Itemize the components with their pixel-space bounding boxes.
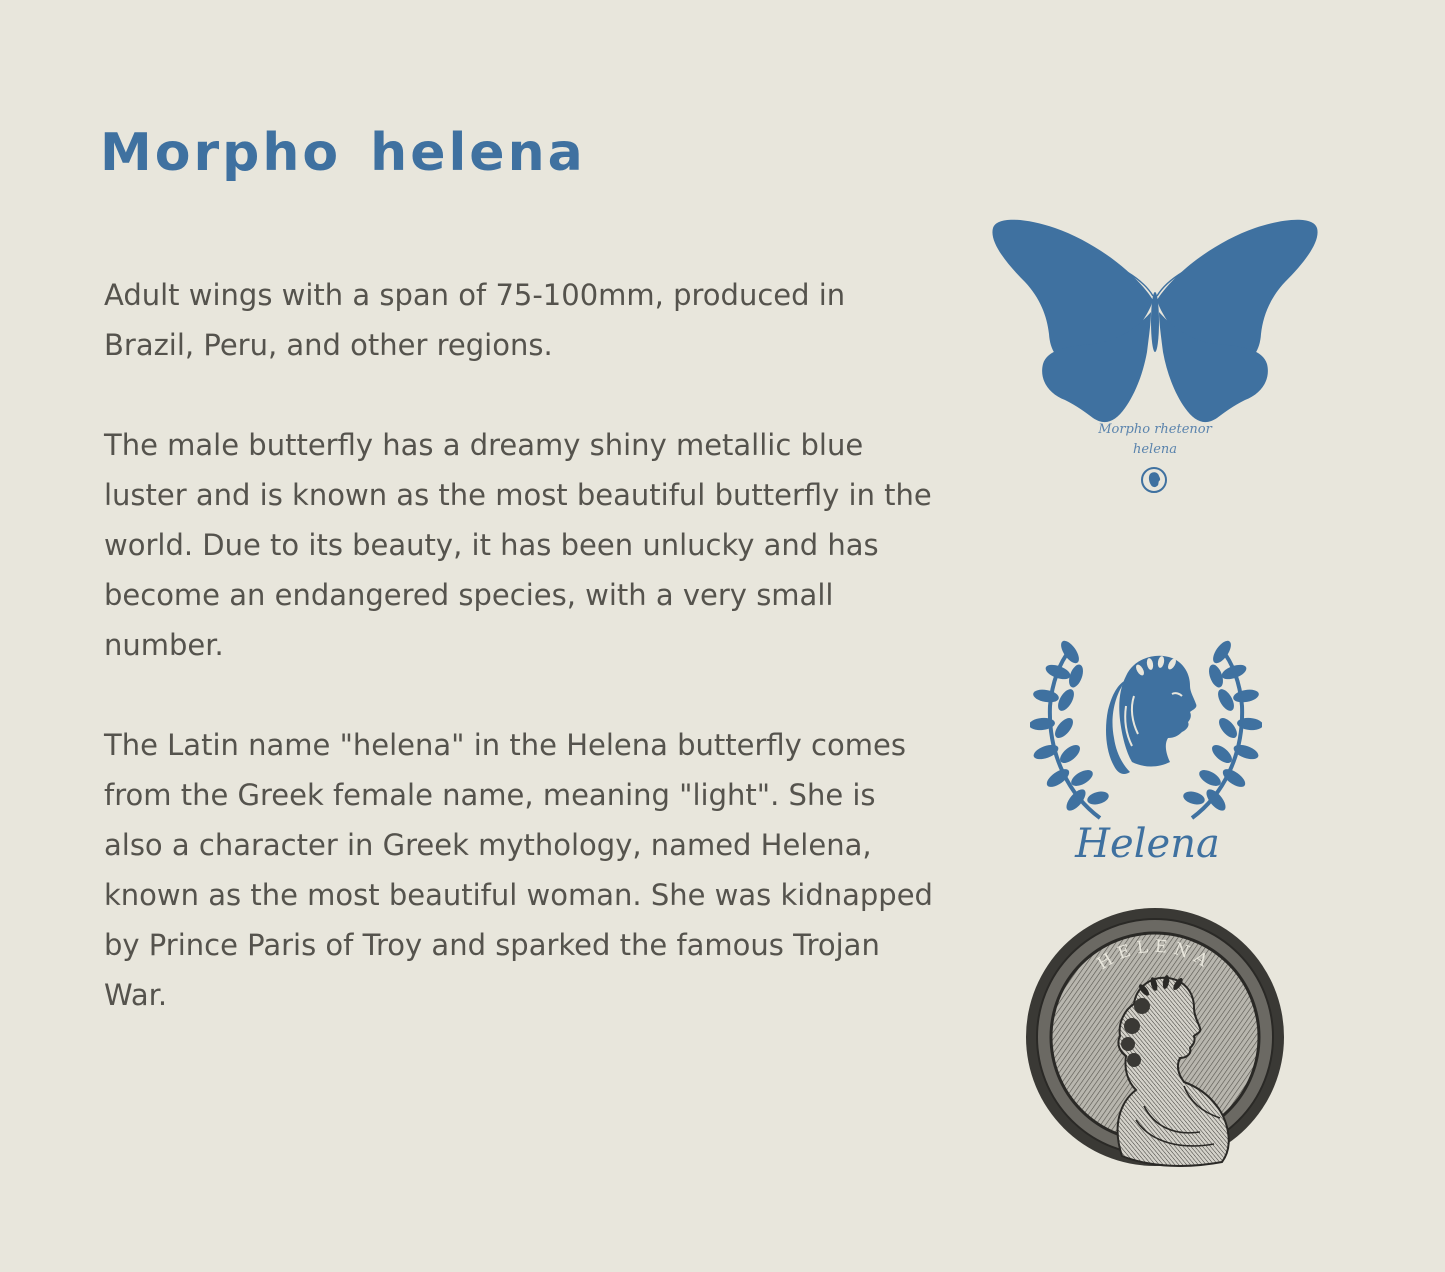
paragraph-wingspan: Adult wings with a span of 75-100mm, produced in Brazil, Peru, and other regions. [104, 278, 846, 362]
coin-inscription: HELENA [1093, 936, 1217, 975]
butterfly-caption [1070, 420, 1240, 460]
helena-emblem-label: Helena [1075, 821, 1220, 867]
butterfly-caption-line1: Morpho rhetenor [1098, 422, 1212, 437]
laurel-wreath-helena-icon [1030, 636, 1262, 826]
paragraph-name-origin: The Latin name "helena" in the Helena butterfly comes from the Greek female name, meaning "light". She is also a character in Greek mythology, named Helena, known as the most beautiful woman. She was kidnapped by Prince Paris of Troy and sparked the famous Trojan War. [104, 728, 933, 1012]
helena-profile-badge-icon [1140, 466, 1168, 494]
helena-coin-portrait [1024, 906, 1286, 1168]
page-title: Morpho helena [100, 123, 586, 183]
butterfly-caption-line2: helena [1132, 442, 1178, 457]
paragraph-luster: The male butterfly has a dreamy shiny metallic blue luster and is known as the most beautiful butterfly in the world. Due to its beauty, it has been unlucky and has become an endangered species, with a very small number. [104, 428, 932, 662]
description [104, 270, 934, 1070]
